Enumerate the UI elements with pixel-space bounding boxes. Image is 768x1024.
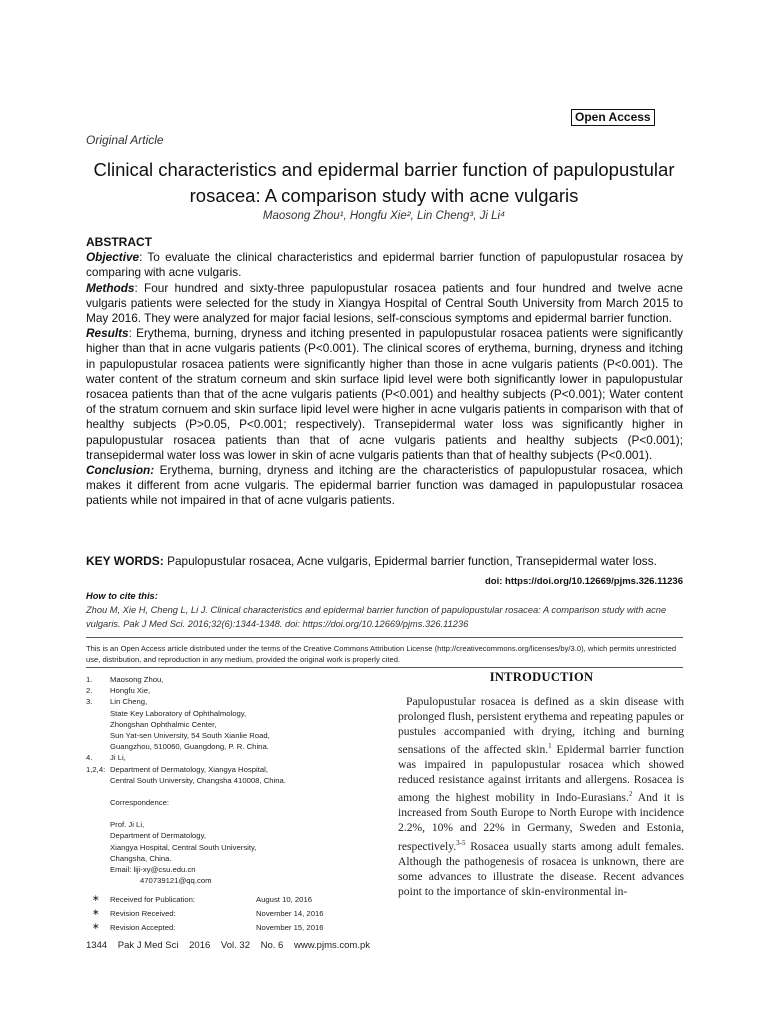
introduction-text: Papulopustular rosacea is defined as a skin disease with prolonged flush, persistent erythema and repeating papules or pustules accompanied with drying, itching and burning sensations of the affected skin.$^1$ Epidermal barrier function was impaired in papulopustular rosacea which showed reduced resistance against irritants and allergens. Rosacea is among the highest mobility in Indo-Eurasians.$^2$ And it is increased from South Europe to North Europe with incidence 2.2%, 10% and 22% in Germany, Sweden and Estonia, respectively.$^{3-5}$ Rosacea usually starts among adult females. Although the pathogenesis of rosacea is unknown, there are some advances to illustrate the disease. Recent advances point to the importance of skin-environmental in- — [398, 695, 684, 898]
date-value: November 14, 2016 — [256, 909, 324, 919]
correspondence-line: Department of Dermatology, — [110, 831, 206, 841]
abstract-heading: ABSTRACT — [86, 235, 152, 249]
correspondence-line: Prof. Ji Li, — [110, 820, 145, 830]
doi-link[interactable]: doi: https://doi.org/10.12669/pjms.326.11236 — [485, 576, 683, 587]
affiliation-text: Central South University, Changsha 410008, China. — [110, 775, 286, 785]
affiliation-text: Maosong Zhou, — [110, 675, 164, 684]
results-text: : Erythema, burning, dryness and itching presented in papulopustular rosacea patients were significantly higher than that in acne vulgaris patients (P<0.001). The clinical scores of erythema, burning, dryness and itching in papulopustular rosacea patients were significantly higher than those in acne vulgaris patients (P<0.001). The water content of the stratum corneum and skin surface lipid level were both significantly lower in papulopustular rosacea patients than that of the acne vulgaris patients (P<0.001) and healthy subjects (P<0.001); Water content of the stratum cornuem and skin surface lipid level were higher in acne vulgaris patients in comparison with that of healthy subjects (P>0.05, P<0.001; respectively). Transepidermal water loss was significantly higher in papulopustular rosacea patients than that of acne vulgaris patients and healthy subjects (P<0.001); transepidermal water loss was lower in skin of acne vulgaris patients than that of healthy subjects (P<0.001). — [86, 326, 683, 462]
methods-label: Methods — [86, 280, 135, 295]
results-label: Results — [86, 326, 129, 341]
affiliation-row — [86, 752, 386, 763]
affiliation-number: 1,2,4: — [86, 764, 106, 774]
journal-volume: Vol. 32 — [220, 940, 250, 951]
date-label: Received for Publication: — [110, 895, 196, 905]
affiliation-text: Hongfu Xie, — [110, 686, 151, 696]
conclusion-label: Conclusion: — [86, 463, 155, 478]
abstract — [86, 235, 683, 509]
page-footer — [86, 940, 378, 951]
open-access-badge: Open Access — [571, 109, 655, 126]
ref-3-5[interactable]: 3-5 — [456, 838, 466, 847]
date-value: November 15, 2016 — [256, 923, 324, 933]
license-text: This is an Open Access article distributed under the terms of the Creative Commons Attribution License (http://creativecommons.org/licenses/by/3.0), which permits unrestricted use, distribution, and reproduction in any medium, provided the original work is properly cited. — [86, 644, 677, 664]
date-row — [86, 921, 386, 935]
date-value: August 10, 2016 — [256, 895, 312, 905]
affiliation-row — [86, 719, 386, 730]
affiliation-number: 4. — [86, 753, 93, 763]
abstract-objective — [86, 250, 683, 280]
correspondence-line: 470739121@qq.com — [140, 876, 212, 886]
affiliation-text: Guangzhou, 510060, Guangdong, P. R. China. — [110, 742, 269, 752]
abstract-methods — [86, 281, 683, 327]
affiliation-text: State Key Laboratory of Ophthalmology, — [110, 708, 247, 718]
date-label: Revision Accepted: — [110, 923, 176, 933]
affiliation-row — [86, 741, 386, 752]
affiliation-text: Zhongshan Ophthalmic Center, — [110, 719, 217, 729]
affiliation-row — [86, 685, 386, 696]
affiliation-number: 2. — [86, 686, 93, 696]
citation-block — [86, 589, 683, 631]
author-notes — [86, 674, 386, 935]
affiliation-row — [86, 674, 386, 685]
journal-issue: No. 6 — [260, 940, 284, 951]
keywords — [86, 554, 686, 568]
date-label: Revision Received: — [110, 909, 176, 919]
journal-url[interactable]: www.pjms.com.pk — [293, 940, 370, 951]
journal-name: Pak J Med Sci — [117, 940, 179, 951]
cite-heading: How to cite this: — [86, 591, 158, 601]
correspondence-line: Xiangya Hospital, Central South University, — [110, 842, 257, 852]
affiliation-row — [86, 764, 386, 775]
affiliation-text: Ji Li, — [110, 753, 126, 763]
ref-1[interactable]: 1 — [548, 742, 552, 751]
divider — [86, 667, 683, 668]
conclusion-text: Erythema, burning, dryness and itching are the characteristics of papulopustular rosacea, which makes it different from acne vulgaris. The epidermal barrier function was damaged in papulopustular rosacea patients while not impaired in that of acne vulgaris patients. — [86, 463, 683, 508]
divider — [86, 637, 683, 638]
keywords-text: Papulopustular rosacea, Acne vulgaris, Epidermal barrier function, Transepidermal water loss. — [163, 554, 657, 568]
correspondence-line: Changsha, China. — [110, 853, 172, 863]
affiliation-text: Department of Dermatology, Xiangya Hospital, — [110, 764, 268, 774]
methods-text: : Four hundred and sixty-three papulopustular rosacea patients and four hundred and twelve acne vulgaris patients were selected for the study in Xiangya Hospital of Central South University from March 2015 to May 2016. They were analyzed for major facial lesions, self-conscious symptoms and epidermal barrier function. — [86, 280, 683, 326]
date-row — [86, 893, 386, 907]
affiliation-row — [86, 775, 386, 786]
affiliation-row — [86, 696, 386, 707]
article-type: Original Article — [86, 133, 164, 147]
affiliation-row — [86, 708, 386, 719]
affiliation-text: Lin Cheng, — [110, 697, 148, 707]
publication-dates — [86, 893, 386, 935]
abstract-conclusion — [86, 463, 683, 509]
affiliation-list — [86, 674, 386, 786]
objective-text: : To evaluate the clinical characteristics and epidermal barrier function of papulopustular rosacea by comparing with acne vulgaris. — [86, 250, 683, 280]
affiliation-text: Sun Yat-sen University, 54 South Xianlie Road, — [110, 731, 270, 741]
paper-title: Clinical characteristics and epidermal barrier function of papulopustular rosacea: A comparison study with acne vulgaris — [93, 159, 675, 206]
affiliation-number: 1. — [86, 675, 93, 684]
correspondence-label: Correspondence: — [110, 798, 169, 808]
journal-year: 2016 — [189, 940, 211, 951]
keywords-label: KEY WORDS: — [86, 554, 164, 568]
correspondence-list — [86, 819, 386, 886]
affiliation-number: 3. — [86, 697, 93, 707]
asterisk-icon: ∗ — [92, 893, 100, 904]
cite-text: Zhou M, Xie H, Cheng L, Li J. Clinical characteristics and epidermal barrier function of papulopustular rosacea: A comparison study with acne vulgaris. Pak J Med Sci. 2016;32(6):1344-1348. doi: https://doi.org/10.12669/pjms.326.11236 — [86, 605, 667, 629]
introduction-heading: INTRODUCTION — [489, 670, 594, 684]
ref-2[interactable]: 2 — [628, 790, 633, 799]
objective-label: Objective — [86, 250, 140, 265]
date-row — [86, 907, 386, 921]
abstract-results — [86, 326, 683, 463]
asterisk-icon: ∗ — [92, 921, 100, 932]
page-number: 1344 — [86, 940, 108, 951]
author-list: Maosong Zhou¹, Hongfu Xie², Lin Cheng³, Ji Li⁴ — [262, 210, 506, 222]
correspondence-line: Email: liji-xy@csu.edu.cn — [110, 865, 196, 875]
asterisk-icon: ∗ — [92, 907, 100, 918]
affiliation-row — [86, 730, 386, 741]
